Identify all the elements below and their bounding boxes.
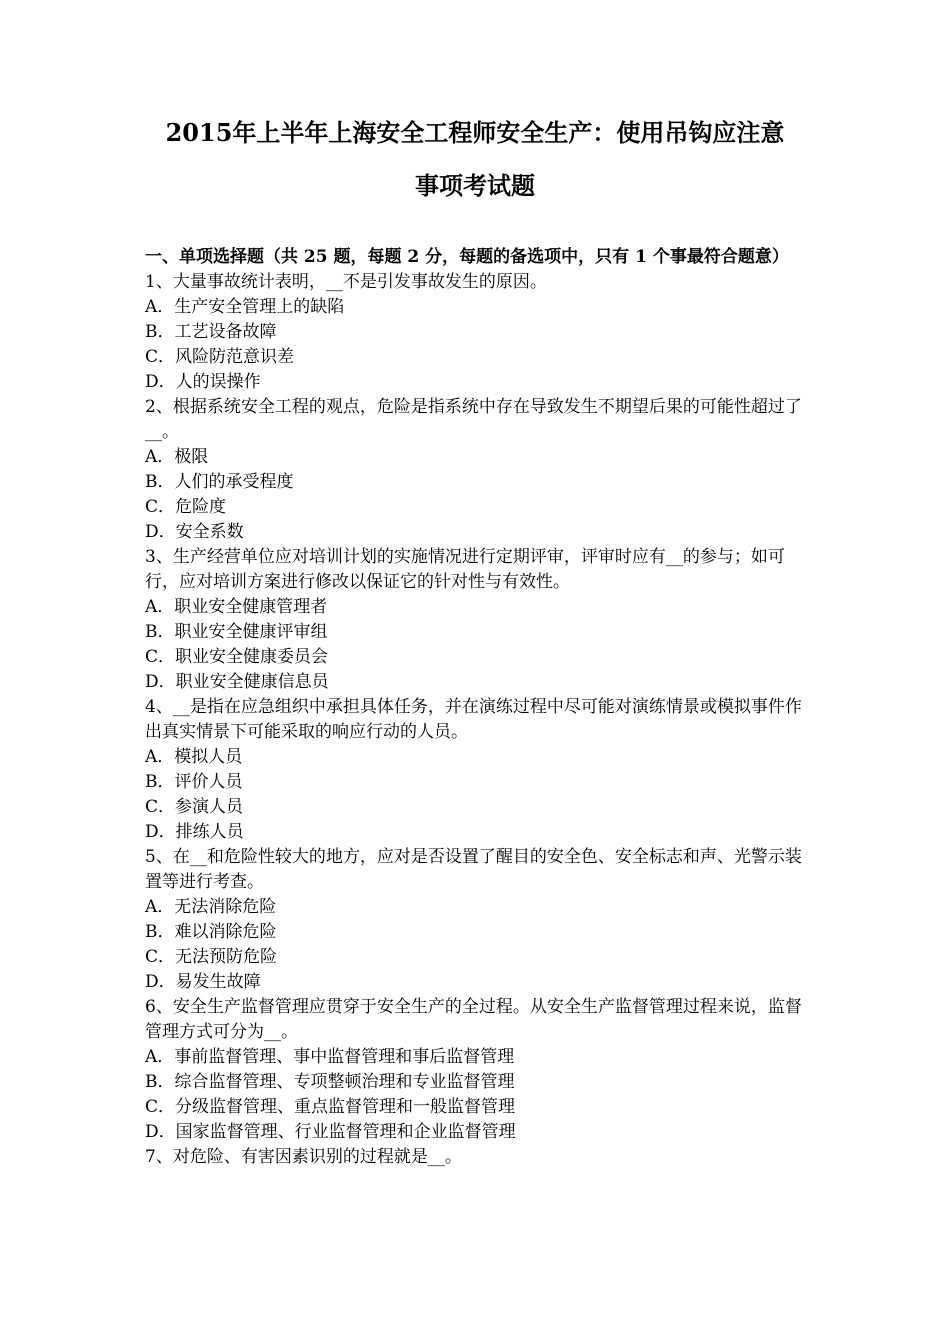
section-header: 一、单项选择题（共 25 题，每题 2 分，每题的备选项中，只有 1 个事最符合题意） — [145, 247, 789, 267]
question-text: 1、大量事故统计表明，__不是引发事故发生的原因。 — [145, 272, 547, 292]
option-d: D．易发生故障 — [145, 972, 261, 992]
option-b: B．职业安全健康评审组 — [145, 622, 328, 642]
option-b: B．评价人员 — [145, 772, 243, 792]
option-b: B．工艺设备故障 — [145, 322, 277, 342]
option-a: A．极限 — [145, 447, 209, 467]
option-c: C．参演人员 — [145, 797, 244, 817]
option-d: D．排练人员 — [145, 822, 244, 842]
option-a: A．模拟人员 — [145, 747, 243, 767]
option-b: B．人们的承受程度 — [145, 472, 294, 492]
question-text: 2、根据系统安全工程的观点，危险是指系统中存在导致发生不期望后果的可能性超过了__。 — [145, 397, 802, 442]
document-content — [145, 245, 810, 1170]
option-c: C．职业安全健康委员会 — [145, 647, 329, 667]
option-a: A．事前监督管理、事中监督管理和事后监督管理 — [145, 1047, 515, 1067]
question-text: 6、安全生产监督管理应贯穿于安全生产的全过程。从安全生产监督管理过程来说，监督管理方式可分为__。 — [145, 997, 802, 1042]
option-c: C．危险度 — [145, 497, 227, 517]
option-a: A．职业安全健康管理者 — [145, 597, 328, 617]
option-b: B．综合监督管理、专项整顿治理和专业监督管理 — [145, 1072, 515, 1092]
option-d: D．国家监督管理、行业监督管理和企业监督管理 — [145, 1122, 516, 1142]
question-text: 7、对危险、有害因素识别的过程就是__。 — [145, 1147, 462, 1167]
option-d: D．安全系数 — [145, 522, 244, 542]
option-d: D．职业安全健康信息员 — [145, 672, 329, 692]
option-c: C．无法预防危险 — [145, 947, 278, 967]
option-d: D．人的误操作 — [145, 372, 261, 392]
option-a: A．无法消除危险 — [145, 897, 277, 917]
option-c: C．分级监督管理、重点监督管理和一般监督管理 — [145, 1097, 516, 1117]
question-text: 3、生产经营单位应对培训计划的实施情况进行定期评审，评审时应有__的参与；如可行，应对培训方案进行修改以保证它的针对性与有效性。 — [145, 547, 785, 592]
question-text: 4、__是指在应急组织中承担具体任务，并在演练过程中尽可能对演练情景或模拟事件作出真实情景下可能采取的响应行动的人员。 — [145, 697, 802, 742]
question-text: 5、在__和危险性较大的地方，应对是否设置了醒目的安全色、安全标志和声、光警示装置等进行考查。 — [145, 847, 802, 892]
document-title-line-1: 2015年上半年上海安全工程师安全生产：使用吊钩应注意 — [165, 118, 785, 147]
option-a: A．生产安全管理上的缺陷 — [145, 297, 345, 317]
option-b: B．难以消除危险 — [145, 922, 277, 942]
option-c: C．风险防范意识差 — [145, 347, 295, 367]
document-title-line-2: 事项考试题 — [415, 171, 535, 200]
